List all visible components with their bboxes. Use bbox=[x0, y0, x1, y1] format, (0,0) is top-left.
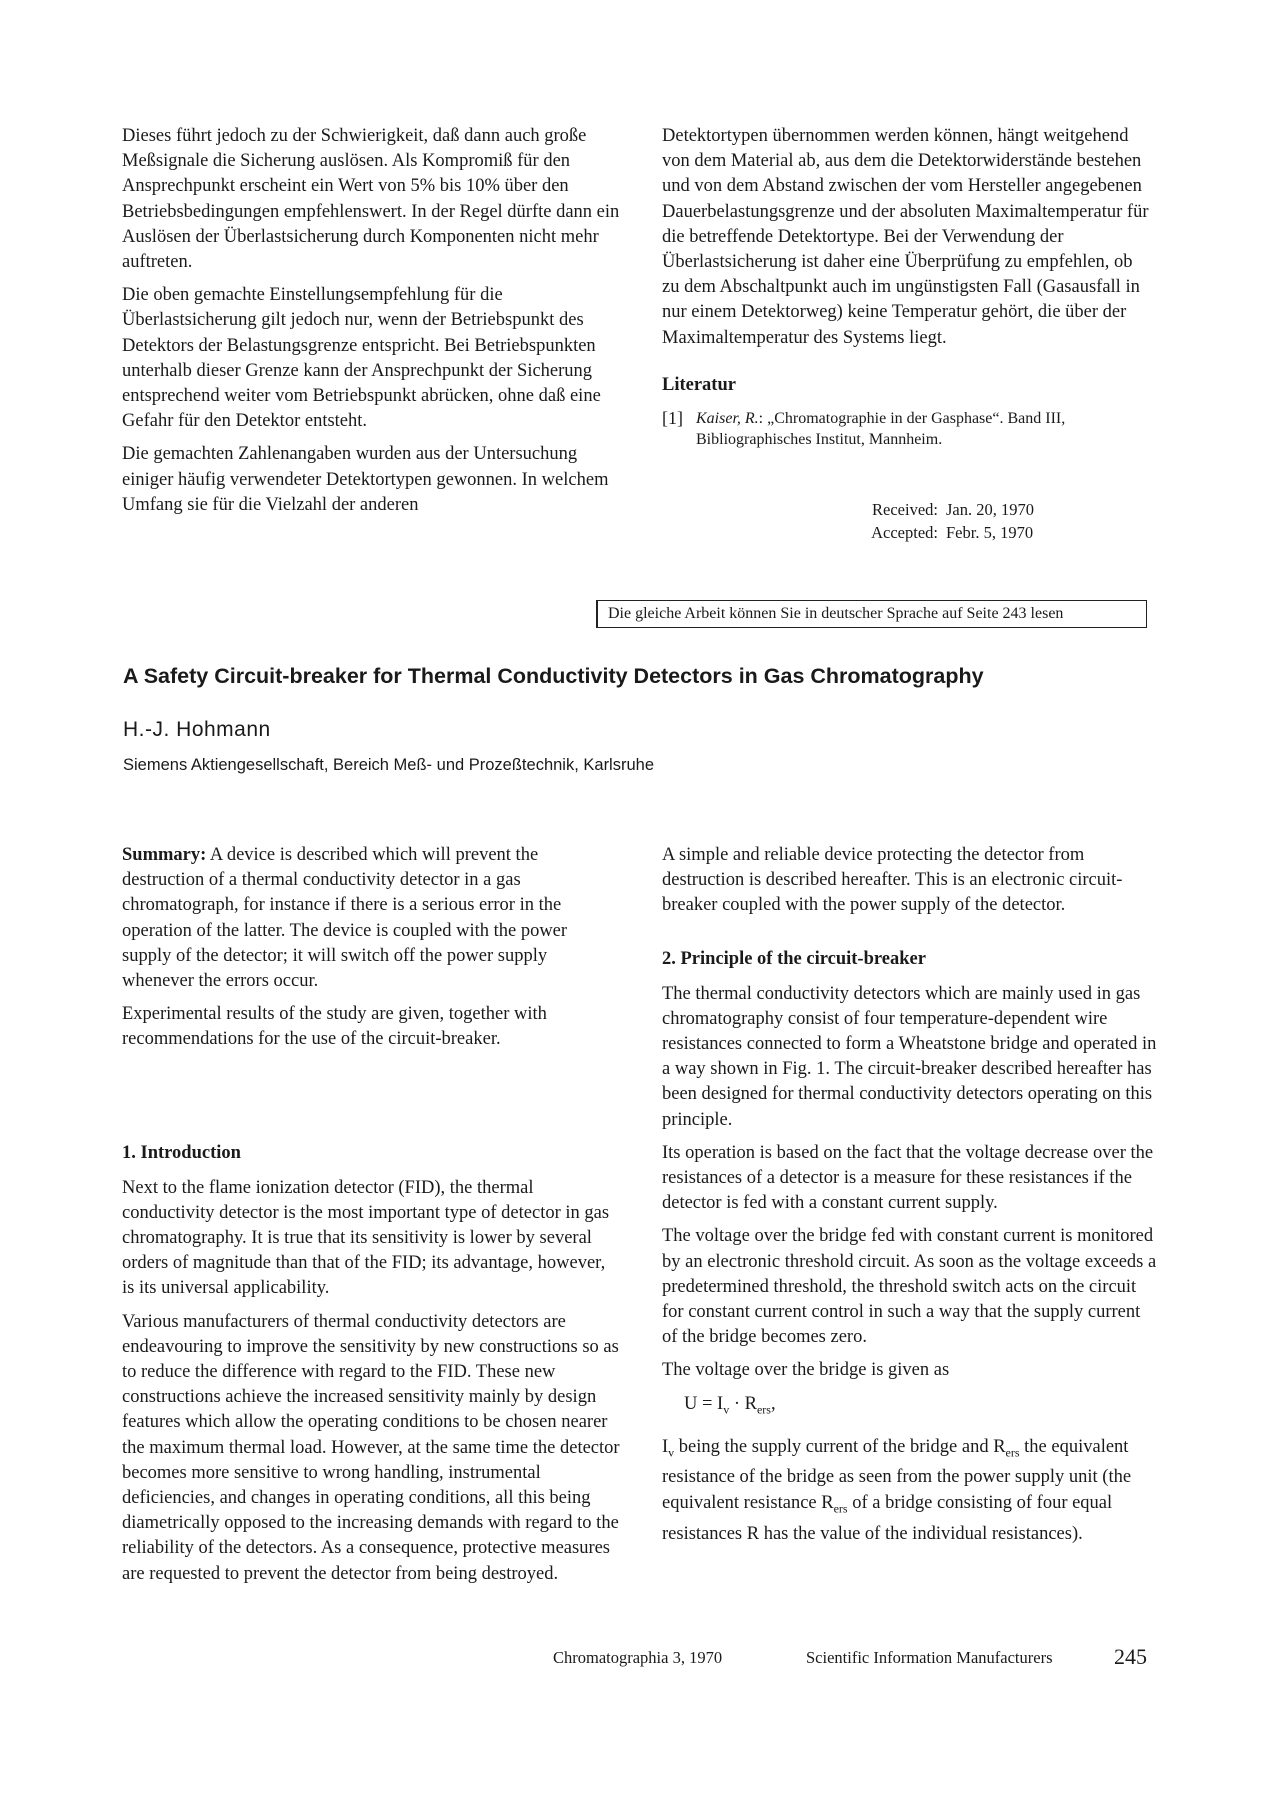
paragraph: The voltage over the bridge is given as bbox=[662, 1360, 950, 1381]
received-accepted bbox=[840, 498, 1034, 544]
page-number: 245 bbox=[1114, 1644, 1147, 1669]
summary-continued: Experimental results of the study are given, together with recommendations for the use of the circuit-breaker. bbox=[122, 1004, 547, 1050]
top-right-column bbox=[662, 124, 1152, 450]
accepted-date: Febr. 5, 1970 bbox=[946, 523, 1034, 542]
footer-journal: Chromatographia 3, 1970 bbox=[553, 1648, 723, 1667]
summary-label: Summary: bbox=[122, 845, 207, 865]
reference-number: [1] bbox=[662, 407, 683, 428]
received-label: Received: bbox=[872, 500, 938, 519]
footer-publisher: Scientific Information Manufacturers bbox=[806, 1648, 1053, 1667]
summary-text: A device is described which will prevent the destruction of a thermal conductivity detector in a gas chromatograph, for instance if there is a serious error in the operation of the latter. The device is coupled with the power supply of the detector; it will switch off the power supply whenever the errors occur. bbox=[122, 845, 568, 992]
article-author: H.-J. Hohmann bbox=[123, 718, 271, 741]
german-version-notice: Die gleiche Arbeit können Sie in deutscher Sprache auf Seite 243 lesen bbox=[596, 600, 1147, 628]
reference-text: : „Chromatographie in der Gasphase“. Band III, Bibliographisches Institut, Mannheim. bbox=[696, 409, 1066, 448]
top-left-column bbox=[122, 124, 620, 526]
literatur-heading: Literatur bbox=[662, 374, 736, 395]
paragraph: Next to the flame ionization detector (FID), the thermal conductivity detector is the most important type of detector in gas chromatography. It is true that its sensitivity is lower by several orders of magnitude than that of the FID; its advantage, however, is its universal applicability. bbox=[122, 1177, 610, 1299]
paragraph: Its operation is based on the fact that the voltage decrease over the resistances of a detector is a measure for these resistances if the detector is fed with a constant current supply. bbox=[662, 1142, 1154, 1214]
paragraph: Dieses führt jedoch zu der Schwierigkeit, daß dann auch große Meßsignale die Sicherung auslösen. Als Kompromiß für den Ansprechpunkt erscheint ein Wert von 5% bis 10% über den Betriebsbedingungen empfehlenswert. In der Regel dürfte dann ein Auslösen der Überlastsicherung durch Komponenten nicht mehr auftreten. bbox=[122, 126, 620, 273]
principle-heading: 2. Principle of the circuit-breaker bbox=[662, 948, 926, 969]
paragraph: Detektortypen übernommen werden können, hängt weitgehend von dem Material ab, aus dem die Detektorwiderstände bestehen und von dem Abstand zwischen der vom Hersteller angegebenen Dauerbelastungsgrenze und der absoluten Maximaltemperatur für die betreffende Detektortype. Bei der Verwendung der Überlastsicherung ist daher eine Überprüfung zu empfehlen, ob zu dem Abschaltpunkt auch im ungünstigsten Fall (Gasausfall in nur einem Detektorweg) keine Temperatur gehört, die über der Maximaltemperatur des Systems liegt. bbox=[662, 126, 1149, 348]
paragraph: Various manufacturers of thermal conductivity detectors are endeavouring to improve the sensitivity by new constructions so as to reduce the difference with regard to the FID. These new constructions achieve the increased sensitivity mainly by design features which allow the operating conditions to be chosen nearer the maximum thermal load. However, at the same time the detector becomes more sensitive to wrong handling, instrumental deficiencies, and changes in operating conditions, all this being diametrically opposed to the increasing demands with regard to the reliability of the detectors. As a consequence, protective measures are requested to prevent the detector from being destroyed. bbox=[122, 1311, 620, 1584]
article-title: A Safety Circuit-breaker for Thermal Conductivity Detectors in Gas Chromatography bbox=[123, 664, 984, 688]
paragraph: The thermal conductivity detectors which are mainly used in gas chromatography consist of four temperature-dependent wire resistances connected to form a Wheatstone bridge and operated in a way shown in Fig. 1. The circuit-breaker described hereafter has been designed for thermal conductivity detectors operating on this principle. bbox=[662, 983, 1157, 1130]
introduction-heading: 1. Introduction bbox=[122, 1142, 241, 1163]
received-date: Jan. 20, 1970 bbox=[946, 500, 1034, 519]
reference-author: Kaiser, R. bbox=[696, 409, 759, 427]
voltage-formula: $U = I_v \cdot R_{ers}$, bbox=[684, 1393, 776, 1417]
summary bbox=[122, 843, 620, 994]
reference-item bbox=[662, 408, 1152, 450]
article-affiliation: Siemens Aktiengesellschaft, Bereich Meß- und Prozeßtechnik, Karlsruhe bbox=[123, 756, 654, 774]
paragraph: A simple and reliable device protecting the detector from destruction is described hereafter. This is an electronic circuit-breaker coupled with the power supply of the detector. bbox=[662, 845, 1123, 916]
paragraph: $I_v$ being the supply current of the bridge and $R_{ers}$ the equivalent resistance of the bridge as seen from the power supply unit (the equivalent resistance $R_{ers}$ of a bridge consisting of four equal resistances R has the value of the individual resistances). bbox=[662, 1436, 1132, 1544]
left-column bbox=[122, 843, 620, 1595]
paragraph: Die oben gemachte Einstellungsempfehlung für die Überlastsicherung gilt jedoch nur, wenn der Betriebspunkt des Detektors der Belastungsgrenze entspricht. Bei Betriebspunkten unterhalb dieser Grenze kann der Ansprechpunkt der Sicherung entsprechend weiter vom Betriebspunkt abrücken, ohne daß eine Gefahr für den Detektor entsteht. bbox=[122, 285, 601, 432]
reference-body bbox=[696, 408, 1152, 450]
right-column bbox=[662, 843, 1158, 1555]
paragraph: The voltage over the bridge fed with constant current is monitored by an electronic threshold circuit. As soon as the voltage exceeds a predetermined threshold, the threshold switch acts on the circuit for constant current control in such a way that the supply current of the bridge becomes zero. bbox=[662, 1226, 1157, 1348]
paragraph: Die gemachten Zahlenangaben wurden aus der Untersuchung einiger häufig verwendeter Detektortypen gewonnen. In welchem Umfang sie für die Vielzahl der anderen bbox=[122, 444, 609, 515]
accepted-label: Accepted: bbox=[871, 523, 938, 542]
